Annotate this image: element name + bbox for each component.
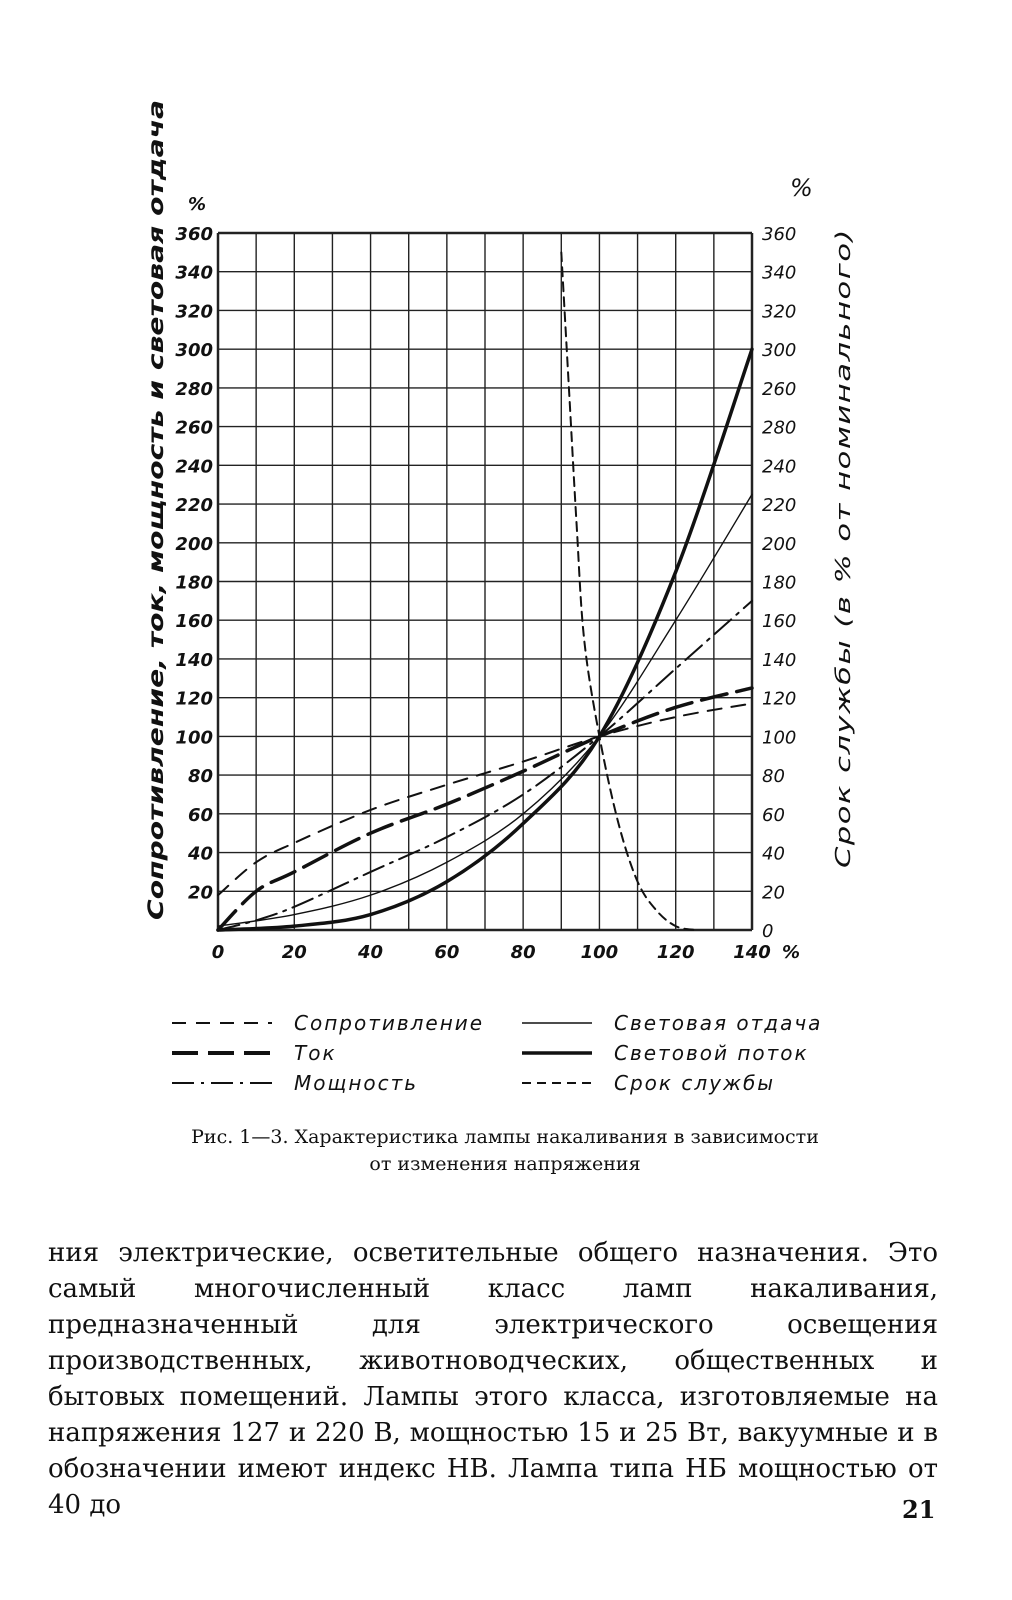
legend-item-lifetime [522, 1070, 775, 1096]
x-unit: % [782, 942, 801, 963]
figure-caption [60, 1124, 950, 1178]
y-right-tick-label: 40 [762, 843, 785, 865]
y-right-tick-label: 200 [762, 533, 797, 555]
x-tick-label: 140 [733, 942, 771, 963]
y-right-unit: % [790, 174, 813, 202]
y-left-tick-label: 300 [175, 340, 213, 362]
y-left-tick-label: 160 [175, 611, 213, 633]
y-left-tick-label: 140 [175, 649, 213, 671]
legend [172, 1010, 892, 1100]
y-left-tick-label: 360 [175, 224, 213, 245]
body-text [48, 1235, 938, 1523]
y-right-tick-label: 0 [762, 921, 774, 942]
y-left-tick-label: 100 [175, 727, 213, 749]
body-paragraph: ния электрические, осветительные общего назначения. Это самый многочисленный класс ламп накаливания, предназначенный для электрического освещения производственных, животноводческих, общественных и бытовых помещений. Лампы этого класса, изготовляемые на напряжения 127 и 220 В, мощностью 15 и 25 Вт, вакуумные и в обозначении имеют индекс НВ. Лампа типа НБ мощностью от 40 до [48, 1238, 938, 1520]
x-tick-label: 60 [434, 942, 460, 963]
legend-label: Световая отдача [614, 1011, 823, 1035]
y-right-tick-label: 280 [762, 417, 797, 439]
x-tick-label: 80 [510, 942, 536, 963]
y-right-tick-label: 260 [762, 378, 797, 400]
y-right-tick-label: 180 [762, 572, 797, 594]
y-left-tick-label: 200 [175, 533, 213, 555]
y-right-tick-label: 80 [762, 766, 785, 788]
y-right-tick-label: 300 [762, 340, 797, 362]
y-right-tick-label: 320 [762, 301, 797, 323]
y-right-tick-label: 100 [762, 727, 797, 749]
y-right-tick-label: 340 [762, 262, 797, 284]
legend-label: Световой поток [614, 1041, 809, 1065]
series-line-срок-службы [561, 252, 695, 930]
y-left-tick-label: 340 [175, 262, 213, 284]
caption-line-1: Рис. 1—3. Характеристика лампы накаливания в зависимости [191, 1126, 819, 1148]
y-right-tick-label: 20 [762, 882, 785, 904]
legend-swatch [522, 1016, 592, 1030]
legend-label: Срок службы [614, 1071, 776, 1095]
y-right-tick-label: 120 [762, 688, 797, 710]
legend-item-luminous-flux [522, 1040, 809, 1066]
y-left-tick-label: 280 [175, 378, 213, 400]
y-left-tick-label: 120 [175, 688, 213, 710]
y-left-tick-label: 80 [187, 766, 213, 788]
legend-swatch [172, 1076, 272, 1090]
y-left-axis-title: Сопротивление, ток, мощность и световая отдача [144, 309, 168, 920]
legend-item-power [172, 1070, 418, 1096]
y-right-axis-title: Срок службы (в % от номинального) [831, 448, 855, 868]
y-left-tick-label: 40 [187, 843, 213, 865]
y-left-tick-label: 60 [187, 804, 213, 826]
y-right-tick-label: 60 [762, 804, 785, 826]
legend-swatch [522, 1076, 592, 1090]
legend-item-luminous-efficacy [522, 1010, 822, 1036]
x-tick-label: 20 [281, 942, 307, 963]
y-left-tick-label: 20 [187, 882, 213, 904]
legend-item-current [172, 1040, 337, 1066]
y-right-tick-label: 240 [762, 456, 797, 478]
legend-swatch [172, 1046, 272, 1060]
legend-item-resistance [172, 1010, 484, 1036]
y-right-tick-label: 140 [762, 649, 797, 671]
y-left-tick-label: 320 [175, 301, 213, 323]
y-right-tick-label: 360 [762, 224, 797, 245]
x-tick-label: 100 [580, 942, 619, 963]
caption-line-2: от изменения напряжения [369, 1153, 641, 1175]
y-left-unit: % [188, 194, 207, 215]
x-tick-label: 0 [211, 942, 225, 963]
y-left-tick-label: 260 [175, 417, 213, 439]
page-number: 21 [902, 1495, 936, 1524]
legend-swatch [522, 1046, 592, 1060]
legend-label: Ток [294, 1041, 337, 1065]
y-left-tick-label: 180 [175, 572, 213, 594]
y-left-tick-label: 220 [175, 495, 213, 517]
x-tick-label: 120 [656, 942, 695, 963]
y-left-tick-label: 240 [175, 456, 213, 478]
y-right-tick-label: 160 [762, 611, 797, 633]
legend-label: Сопротивление [294, 1011, 485, 1035]
y-right-tick-label: 220 [762, 495, 797, 517]
x-tick-label: 40 [358, 942, 384, 963]
legend-swatch [172, 1016, 272, 1030]
legend-label: Мощность [294, 1071, 419, 1095]
